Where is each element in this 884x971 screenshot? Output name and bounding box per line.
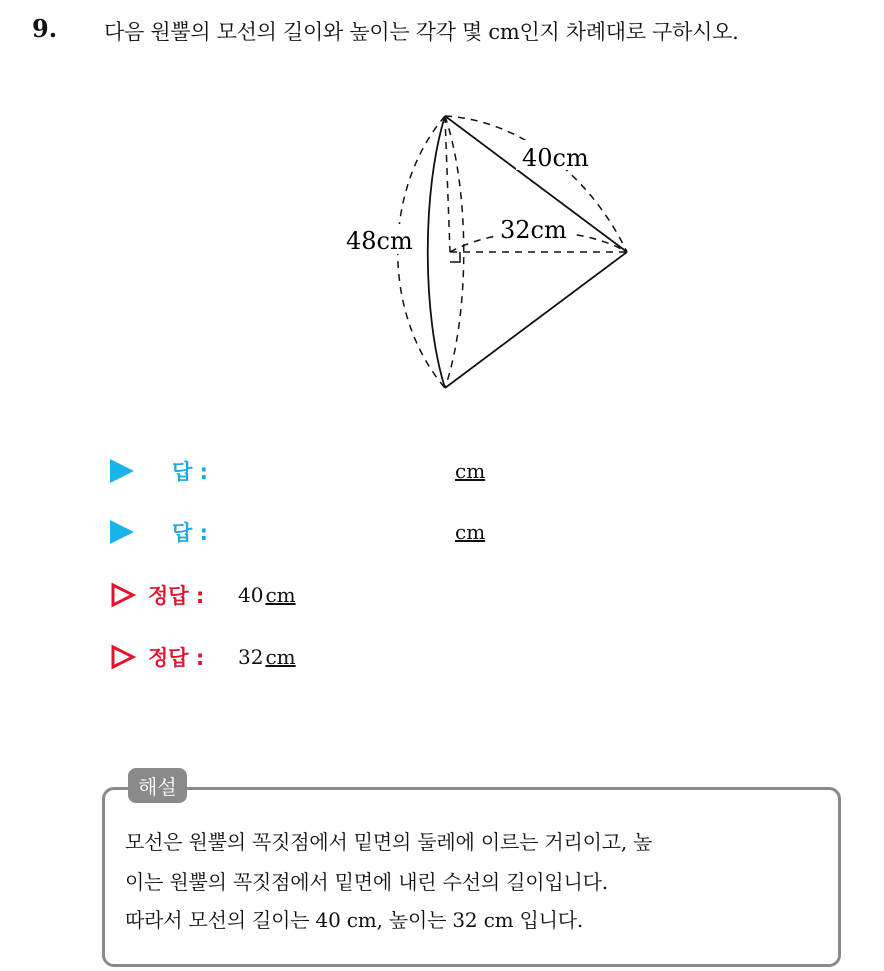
correct-label: 정답 : [148,584,205,608]
inner-dashed [445,116,450,252]
radius-label: 32cm [500,216,567,244]
slant-label: 40cm [522,144,589,172]
correct-value-1: 40 cm [238,583,296,607]
outline-triangle-icon [110,644,136,670]
question-text: 다음 원뿔의 모선의 길이와 높이는 각각 몇 cm인지 차례대로 구하시오. [104,20,739,44]
answer-label: 답 : [172,460,208,484]
correct-label: 정답 : [148,646,205,670]
explanation-line-2: 이는 원뿔의 꼭짓점에서 밑면에 내린 수선의 길이입니다. [125,870,608,894]
explanation-line-3: 따라서 모선의 길이는 40 cm, 높이는 32 cm 입니다. [125,908,584,932]
correct-value-2: 32 cm [238,645,296,669]
answer-row-1 [110,456,486,486]
outline-triangle-icon [110,582,136,608]
correct-row-1 [110,580,296,610]
answer-input-1[interactable]: cm [455,459,486,483]
answer-label: 답 : [172,521,208,545]
base-ellipse-front [428,116,445,388]
play-triangle-icon [110,520,134,544]
play-triangle-icon [110,459,134,483]
explanation-line-1: 모선은 원뿔의 꼭짓점에서 밑면의 둘레에 이르는 거리이고, 높 [125,830,653,854]
right-angle-mark [450,252,460,262]
height-label: 48cm [346,227,413,255]
explanation-tag: 해설 [128,768,187,803]
slant-edge-bottom [445,252,627,388]
correct-row-2 [110,642,296,672]
answer-row-2 [110,517,486,547]
cone-figure [330,100,650,400]
answer-input-2[interactable]: cm [455,520,486,544]
question-number: 9. [32,14,58,43]
